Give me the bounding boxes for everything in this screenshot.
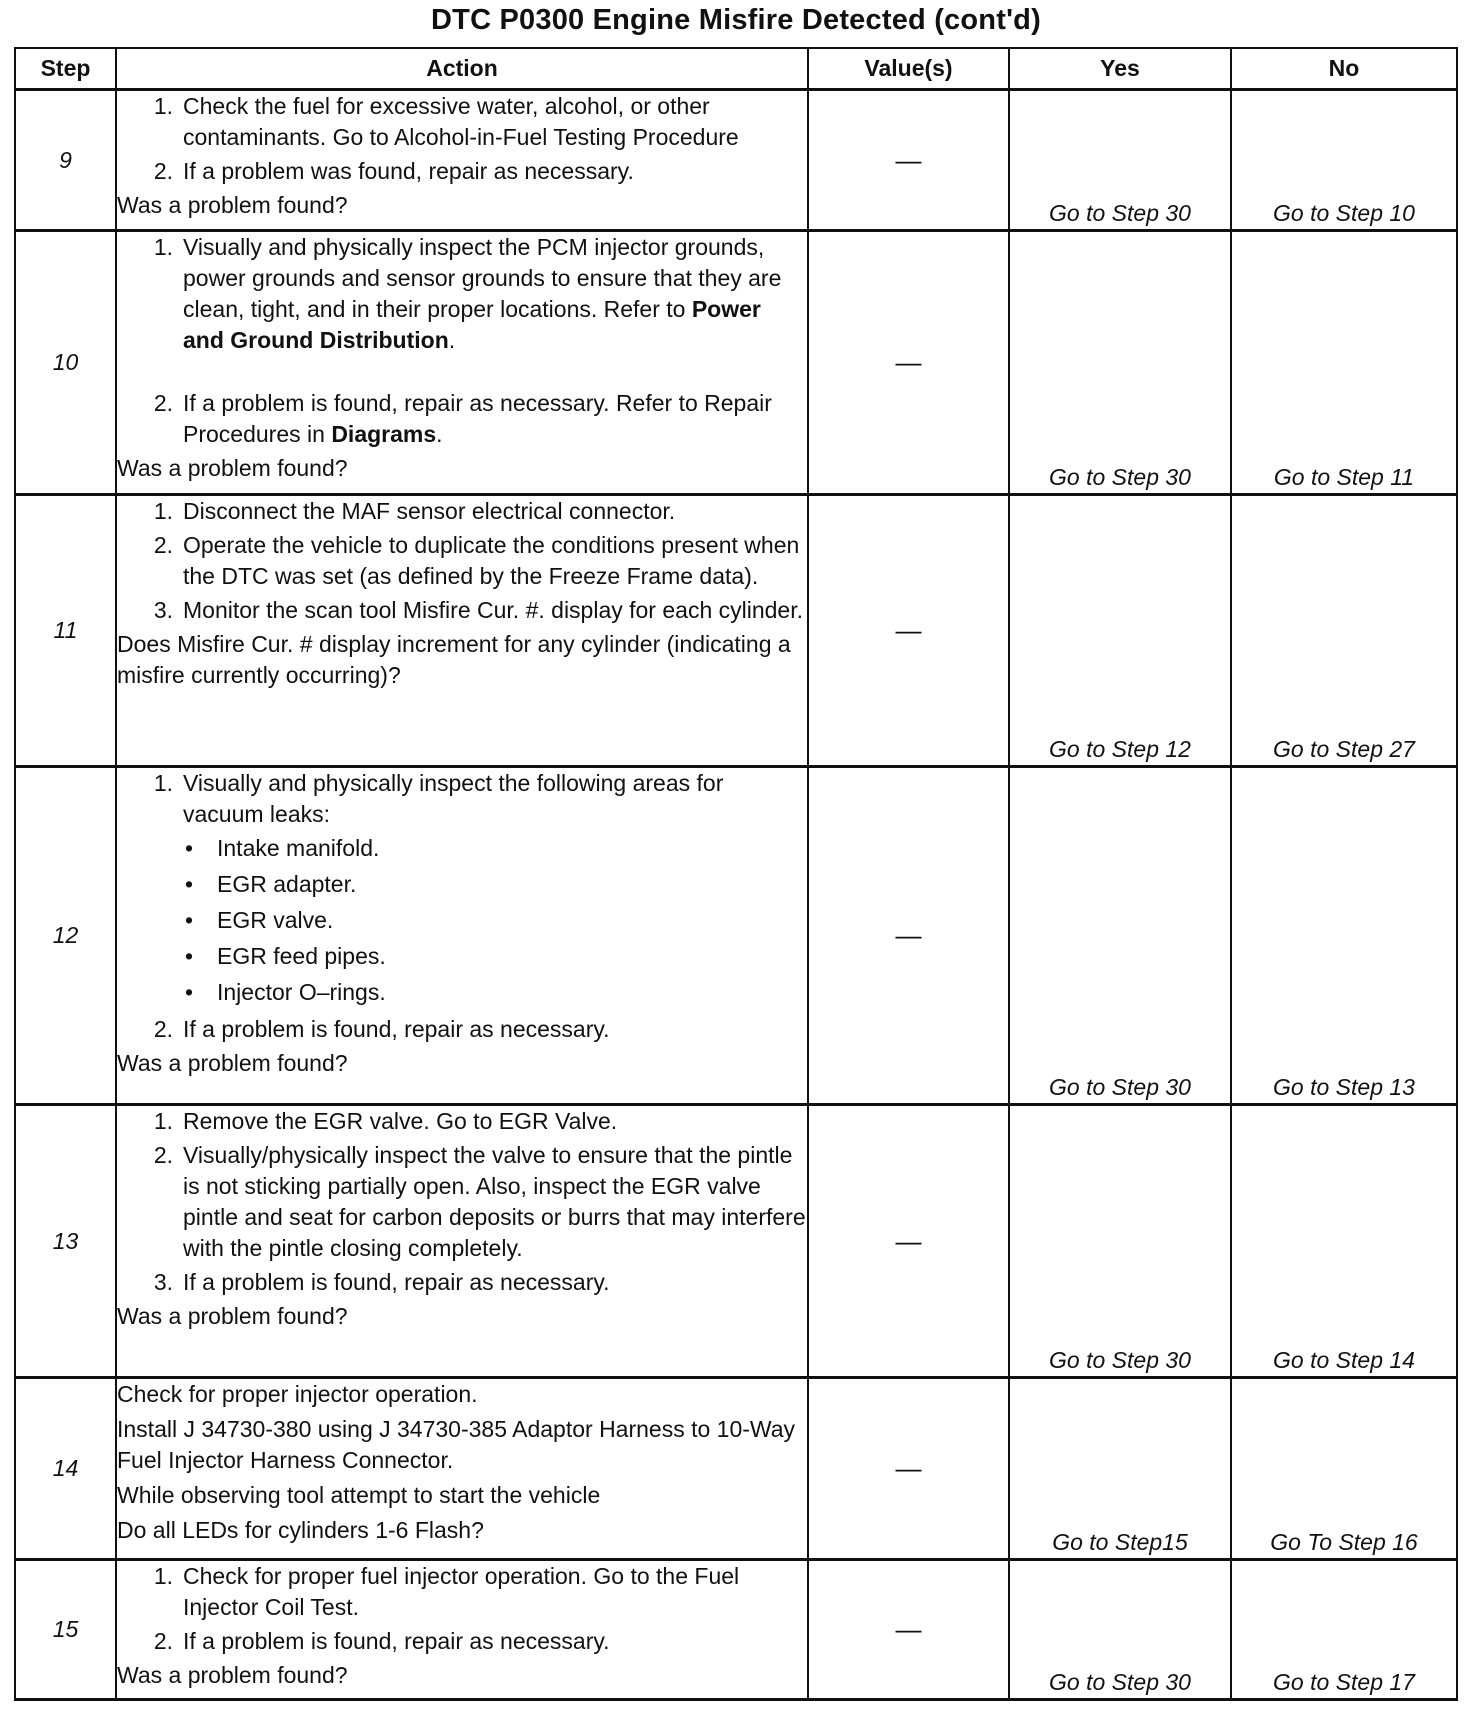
action-item: 3. Monitor the scan tool Misfire Cur. #. display for each cylinder. <box>153 597 804 623</box>
action-item-text: Disconnect the MAF sensor electrical connector. <box>183 498 676 524</box>
action-item: 1. Visually and physically inspect the following areas for vacuum leaks: <box>153 770 724 827</box>
action-item: 2. If a problem is found, repair as necessary. Refer to Repair Procedures in Diagrams. <box>153 390 772 447</box>
action-question: Was a problem found? <box>117 1662 348 1688</box>
action-cell <box>116 1560 808 1700</box>
action-item-text: Operate the vehicle to duplicate the conditions present when the DTC was set (as defined by the Freeze Frame data). <box>183 532 800 589</box>
reference-link[interactable]: Diagrams <box>331 421 437 447</box>
yes-link[interactable]: Go to Step 30 <box>1009 231 1231 495</box>
value-cell: — <box>808 767 1009 1105</box>
action-item: 1. Disconnect the MAF sensor electrical connector. <box>153 498 676 524</box>
value-cell: — <box>808 1105 1009 1378</box>
action-item-text: If a problem is found, repair as necessary. <box>183 1269 610 1295</box>
table-row-step-10 <box>15 231 1457 495</box>
action-item-text: Visually and physically inspect the PCM injector grounds, power grounds and sensor grounds to ensure that they are clean, tight, and in their proper locations. Refer to <box>183 234 782 322</box>
action-question: Was a problem found? <box>117 1050 348 1076</box>
value-cell: — <box>808 1378 1009 1560</box>
action-line: Check for proper injector operation. <box>117 1381 478 1407</box>
no-link[interactable]: Go to Step 17 <box>1231 1560 1457 1700</box>
bullet-item: • Injector O–rings. <box>185 979 386 1005</box>
action-item: 2. Visually/physically inspect the valve to ensure that the pintle is not sticking partially open. Also, inspect the EGR valve pintle and seat for carbon deposits or burrs that may interfere with the pintle closing completely. <box>153 1142 806 1261</box>
no-link[interactable]: Go to Step 11 <box>1231 231 1457 495</box>
no-link[interactable]: Go To Step 16 <box>1231 1378 1457 1560</box>
bullet-item: • EGR valve. <box>185 907 334 933</box>
action-item: 3. If a problem is found, repair as necessary. <box>153 1269 610 1295</box>
punctuation: . <box>448 327 456 353</box>
action-cell <box>116 1105 808 1378</box>
bullet-item: • EGR adapter. <box>185 871 357 897</box>
action-item-text: Visually and physically inspect the following areas for vacuum leaks: <box>183 770 724 827</box>
table-row-step-11 <box>15 495 1457 767</box>
step-number: 13 <box>15 1105 116 1378</box>
action-question: Was a problem found? <box>117 455 348 481</box>
value-cell: — <box>808 1560 1009 1700</box>
step-number: 11 <box>15 495 116 767</box>
yes-link[interactable]: Go to Step15 <box>1009 1378 1231 1560</box>
step-number: 12 <box>15 767 116 1105</box>
yes-link[interactable]: Go to Step 12 <box>1009 495 1231 767</box>
action-line: Install J 34730-380 using J 34730-385 Adaptor Harness to 10-Way Fuel Injector Harness Connector. <box>117 1416 796 1473</box>
action-cell <box>116 90 808 231</box>
action-item-text: Remove the EGR valve. Go to EGR Valve. <box>183 1108 618 1134</box>
step-number: 10 <box>15 231 116 495</box>
action-item-text: If a problem is found, repair as necessary. Refer to Repair Procedures in <box>183 390 772 447</box>
bullet-text: Intake manifold. <box>217 835 380 861</box>
header-yes: Yes <box>1009 48 1231 90</box>
action-question: Does Misfire Cur. # display increment for any cylinder (indicating a misfire currently occurring)? <box>117 631 791 688</box>
yes-link[interactable]: Go to Step 30 <box>1009 90 1231 231</box>
action-item-text: Check for proper fuel injector operation. Go to the Fuel Injector Coil Test. <box>183 1563 740 1620</box>
action-line: While observing tool attempt to start the vehicle <box>117 1482 601 1508</box>
action-item-text: If a problem is found, repair as necessary. <box>183 1628 610 1654</box>
action-cell <box>116 231 808 495</box>
header-step: Step <box>15 48 116 90</box>
action-item-text: If a problem is found, repair as necessary. <box>183 1016 610 1042</box>
step-number: 9 <box>15 90 116 231</box>
step-number: 14 <box>15 1378 116 1560</box>
table-row-step-12 <box>15 767 1457 1105</box>
action-item-text: Visually/physically inspect the valve to ensure that the pintle is not sticking partially open. Also, inspect the EGR valve pintle and seat for carbon deposits or burrs that may interfere with the pintle closing completely. <box>183 1142 806 1261</box>
action-question: Was a problem found? <box>117 1303 348 1329</box>
action-item: 2. If a problem was found, repair as necessary. <box>153 158 634 184</box>
table-row-step-15 <box>15 1560 1457 1700</box>
no-link[interactable]: Go to Step 14 <box>1231 1105 1457 1378</box>
action-item-text: If a problem was found, repair as necessary. <box>183 158 634 184</box>
table-row-step-13 <box>15 1105 1457 1378</box>
value-cell: — <box>808 495 1009 767</box>
action-cell <box>116 767 808 1105</box>
action-item-text: Check the fuel for excessive water, alcohol, or other contaminants. Go to Alcohol-in-Fuel Testing Procedure <box>183 93 739 150</box>
header-action: Action <box>116 48 808 90</box>
reference-link[interactable]: Power and Ground Distribution <box>183 296 761 353</box>
action-item: 2. Operate the vehicle to duplicate the conditions present when the DTC was set (as defined by the Freeze Frame data). <box>153 532 800 589</box>
action-item: 1. Visually and physically inspect the PCM injector grounds, power grounds and sensor grounds to ensure that they are clean, tight, and in their proper locations. Refer to Power and Ground Distribution. <box>153 234 782 353</box>
no-link[interactable]: Go to Step 13 <box>1231 767 1457 1105</box>
action-cell <box>116 495 808 767</box>
bullet-text: EGR valve. <box>217 907 334 933</box>
bullet-text: EGR feed pipes. <box>217 943 386 969</box>
header-values: Value(s) <box>808 48 1009 90</box>
step-number: 15 <box>15 1560 116 1700</box>
no-link[interactable]: Go to Step 10 <box>1231 90 1457 231</box>
action-item: 1. Check for proper fuel injector operation. Go to the Fuel Injector Coil Test. <box>153 1563 740 1620</box>
spacer <box>117 359 807 385</box>
diagnostic-table <box>14 47 1458 1701</box>
no-link[interactable]: Go to Step 27 <box>1231 495 1457 767</box>
header-row <box>15 48 1457 90</box>
action-item: 1. Check the fuel for excessive water, alcohol, or other contaminants. Go to Alcohol-in-Fuel Testing Procedure <box>153 93 739 150</box>
page-title: DTC P0300 Engine Misfire Detected (cont'd) <box>431 4 1041 36</box>
action-question: Do all LEDs for cylinders 1-6 Flash? <box>117 1517 484 1543</box>
table-row-step-14 <box>15 1378 1457 1560</box>
bullet-item: • EGR feed pipes. <box>185 943 386 969</box>
action-item: 2. If a problem is found, repair as necessary. <box>153 1016 610 1042</box>
action-cell <box>116 1378 808 1560</box>
value-cell: — <box>808 231 1009 495</box>
bullet-text: EGR adapter. <box>217 871 357 897</box>
yes-link[interactable]: Go to Step 30 <box>1009 1560 1231 1700</box>
action-item: 1. Remove the EGR valve. Go to EGR Valve. <box>153 1108 618 1134</box>
value-cell: — <box>808 90 1009 231</box>
header-no: No <box>1231 48 1457 90</box>
yes-link[interactable]: Go to Step 30 <box>1009 767 1231 1105</box>
yes-link[interactable]: Go to Step 30 <box>1009 1105 1231 1378</box>
table-row-step-9 <box>15 90 1457 231</box>
action-item-text: Monitor the scan tool Misfire Cur. #. display for each cylinder. <box>183 597 804 623</box>
bullet-item: • Intake manifold. <box>185 835 380 861</box>
punctuation: . <box>436 421 443 447</box>
bullet-text: Injector O–rings. <box>217 979 386 1005</box>
action-question: Was a problem found? <box>117 192 348 218</box>
action-item: 2. If a problem is found, repair as necessary. <box>153 1628 610 1654</box>
